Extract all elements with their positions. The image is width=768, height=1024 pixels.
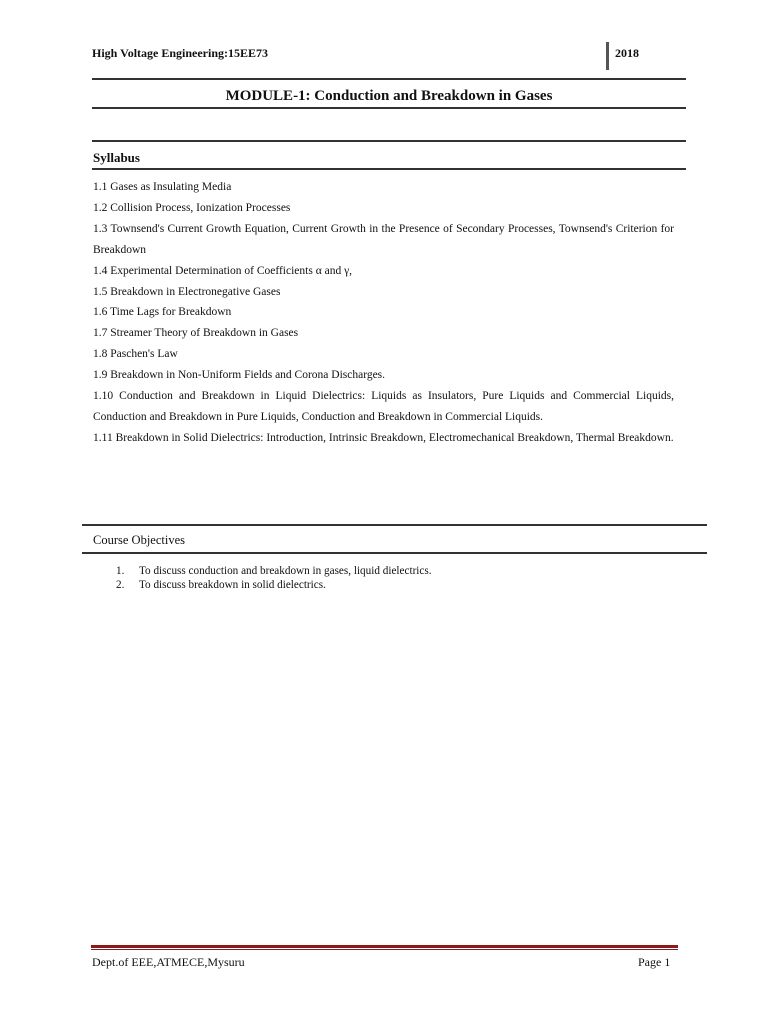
objective-item [116,579,432,593]
syllabus-list [93,177,674,449]
objectives-rule-top [82,524,707,526]
syllabus-item-1-4: 1.4 Experimental Determination of Coefficients α and γ, [93,264,353,277]
syllabus-item-1-8: 1.8 Paschen's Law [93,348,178,361]
syllabus-rule-bottom [92,168,686,170]
syllabus-item-1-6: 1.6 Time Lags for Breakdown [93,306,232,319]
header-title: High Voltage Engineering:15EE73 [92,46,269,60]
objective-number: 2. [116,578,125,591]
syllabus-item-1-1: 1.1 Gases as Insulating Media [93,181,232,193]
header-year: 2018 [615,46,639,60]
syllabus-item-1-9: 1.9 Breakdown in Non-Uniform Fields and Corona Discharges. [93,369,386,382]
syllabus-item-1-10: 1.10 Conduction and Breakdown in Liquid Dielectrics: Liquids as Insulators, Pure Liquids and Commercial Liquids, Conduction and Breakdown in Pure Liquids, Conduction and Breakdown in Commercial Liquids. [93,390,674,423]
syllabus-item-1-3: 1.3 Townsend's Current Growth Equation, Current Growth in the Presence of Secondary Processes, Townsend's Criterion for Breakdown [93,222,674,256]
header-rule [92,78,686,80]
footer-rule-thick [91,945,678,948]
syllabus-heading: Syllabus [93,150,140,165]
syllabus-item-1-2: 1.2 Collision Process, Ionization Processes [93,201,291,214]
module-title: MODULE-1: Conduction and Breakdown in Gases [225,88,553,104]
syllabus-item-1-7: 1.7 Streamer Theory of Breakdown in Gases [93,327,299,340]
syllabus-rule-top [92,140,686,142]
objectives-list [116,565,432,592]
footer-page-number: Page 1 [638,955,671,969]
syllabus-item-1-11: 1.11 Breakdown in Solid Dielectrics: Introduction, Intrinsic Breakdown, Electromechanical Breakdown, Thermal Breakdown. [93,431,674,444]
objectives-rule-bottom [82,552,707,554]
footer-rule-thin [91,949,678,950]
objective-text: To discuss conduction and breakdown in gases, liquid dielectrics. [139,565,432,577]
objectives-heading: Course Objectives [93,533,185,547]
syllabus-item-1-5: 1.5 Breakdown in Electronegative Gases [93,285,281,298]
module-rule [92,107,686,109]
objective-number: 1. [116,565,125,577]
footer-department: Dept.of EEE,ATMECE,Mysuru [92,955,245,969]
objective-text: To discuss breakdown in solid dielectrics. [139,578,326,591]
header-divider [606,42,609,70]
objective-item [116,565,432,579]
